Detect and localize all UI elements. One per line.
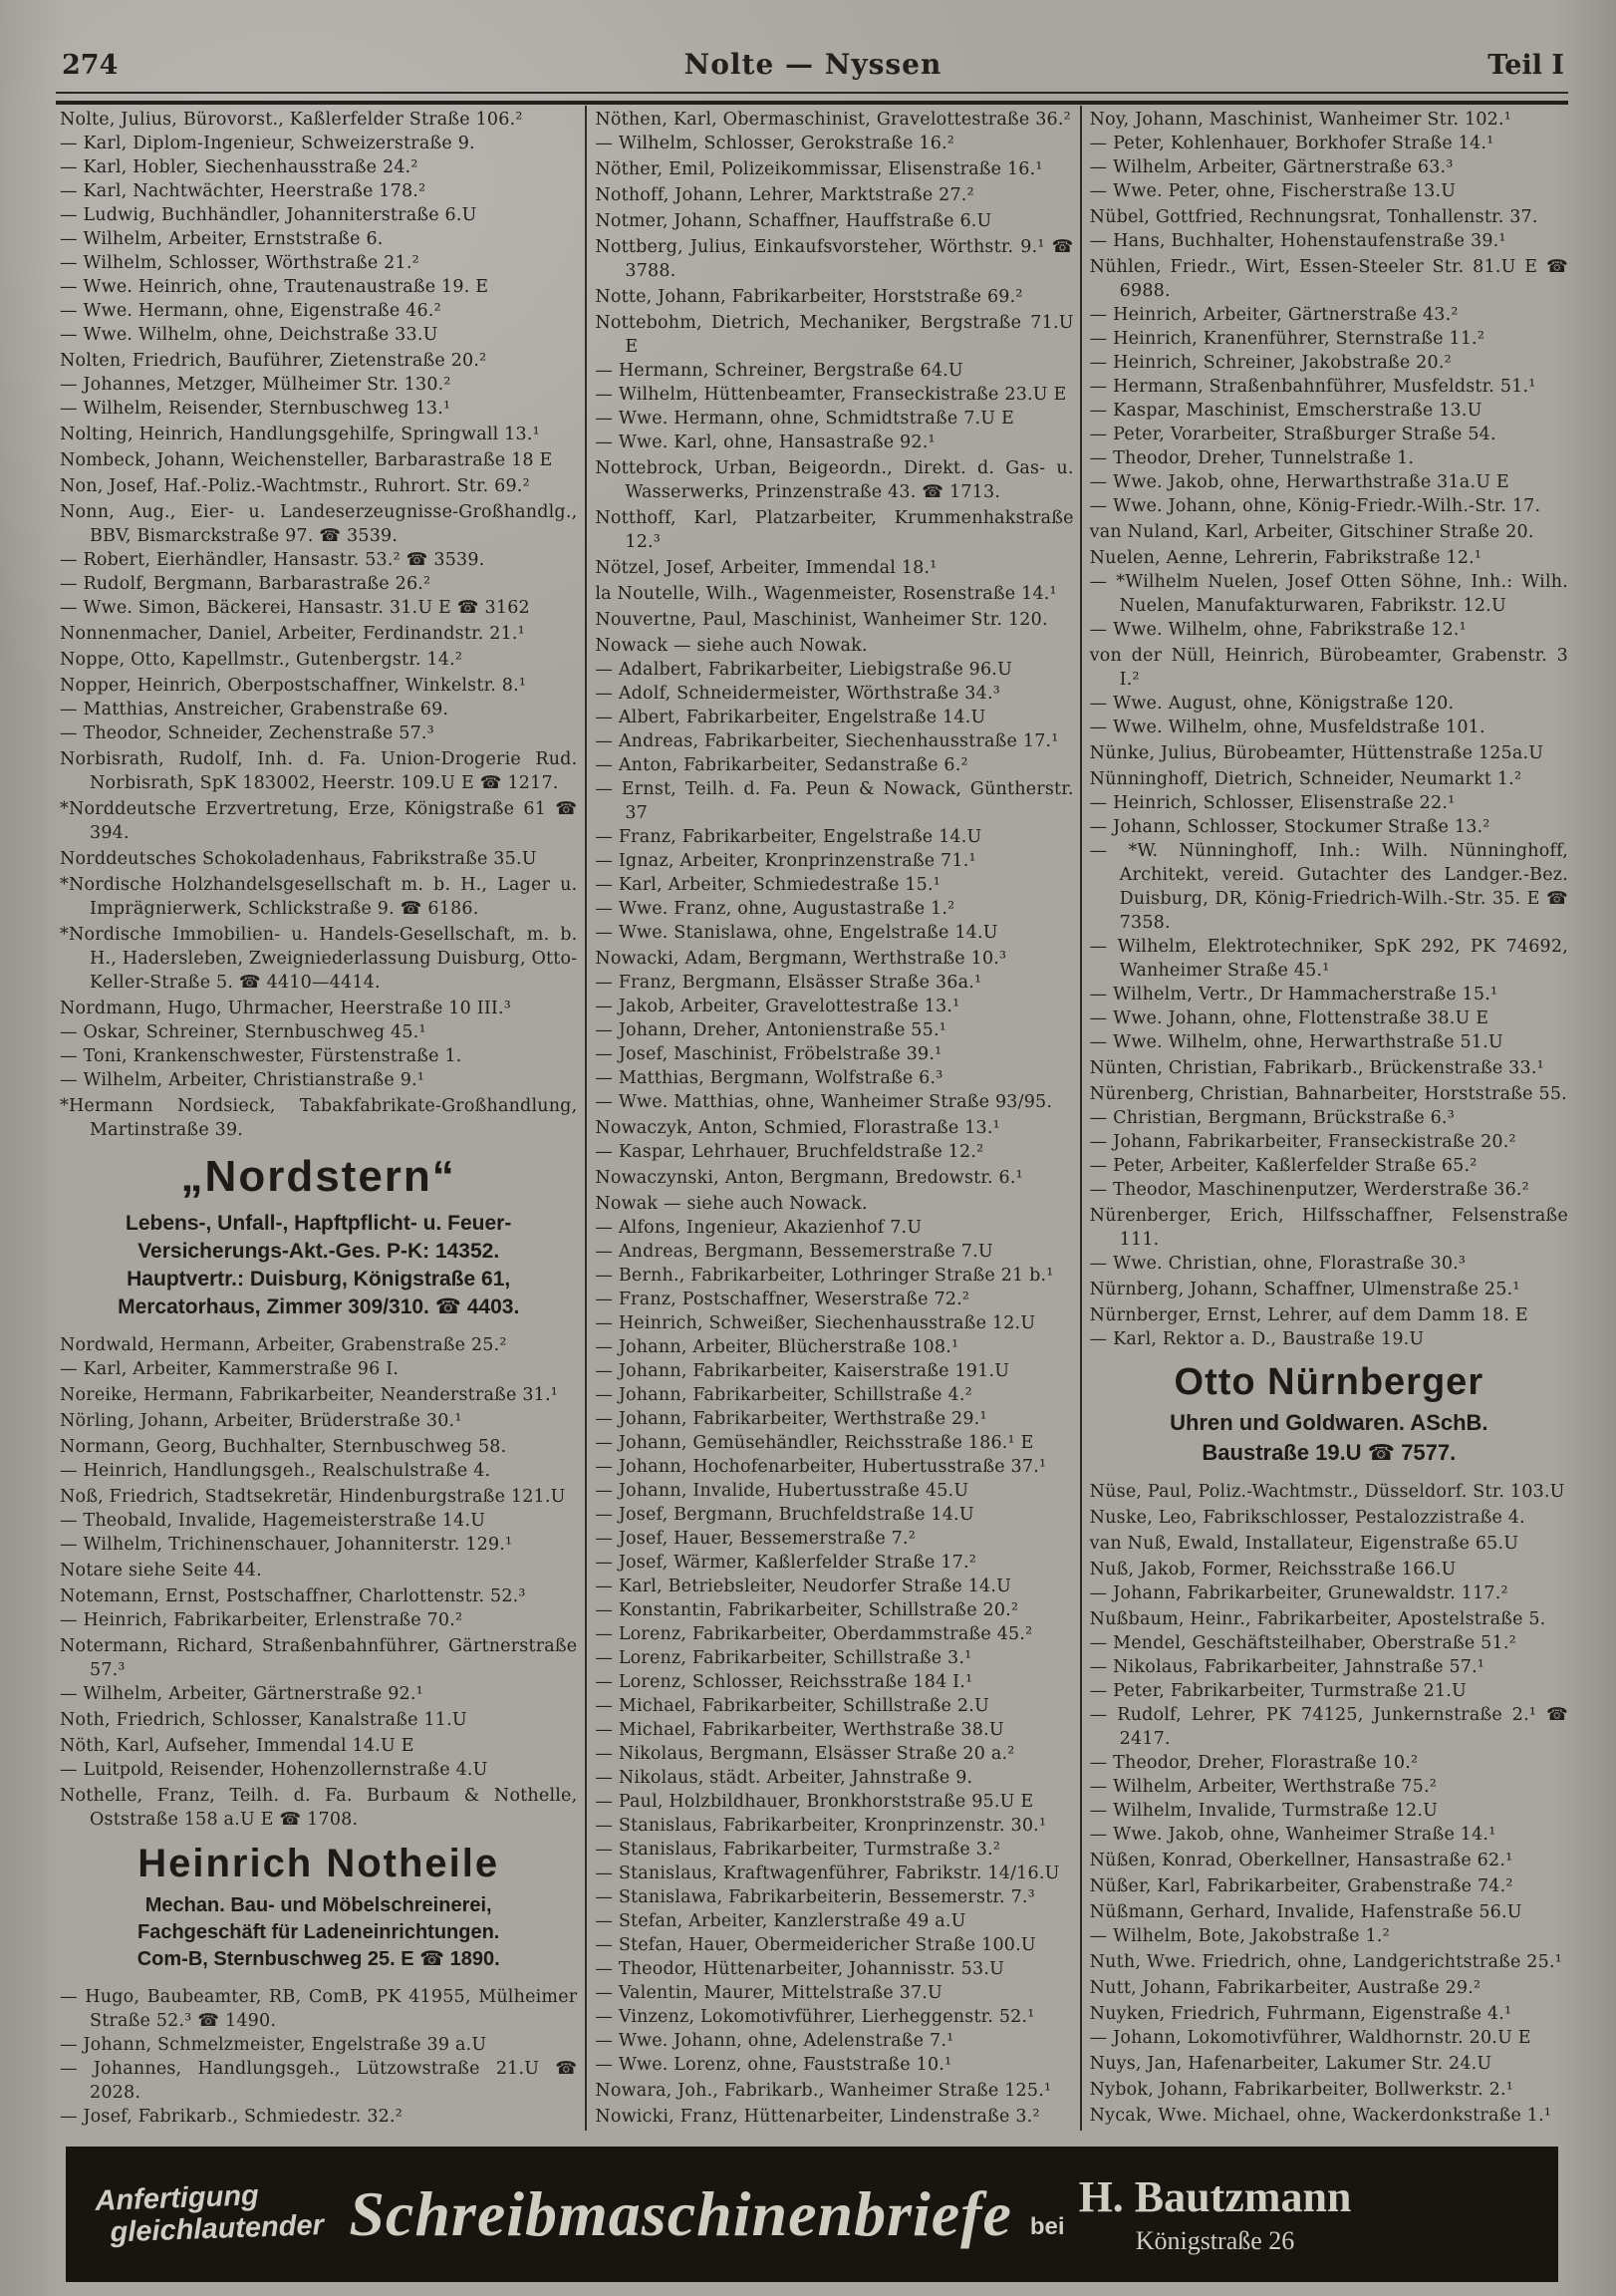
directory-entry: — Stanislawa, Fabrikarbeiterin, Bessemerstr. 7.³ — [595, 1887, 1035, 1907]
directory-entry: — Heinrich, Kranenführer, Sternstraße 11.² — [1089, 329, 1485, 349]
directory-entry: — *W. Nünninghoff, Inh.: Wilh. Nünninghoff, Architekt, vereid. Gutachter des Landger.-Bez. Duisburg, DR, König-Friedrich-Wilh.-Str. 35. E ☎ 7358. — [1089, 841, 1568, 933]
directory-entry: — Stanislaus, Kraftwagenführer, Fabrikstr. 14/16.U — [595, 1864, 1060, 1883]
directory-entry: — Wwe. Jakob, ohne, Herwarthstraße 31a.U E — [1089, 472, 1509, 492]
directory-entry: — Valentin, Maurer, Mittelstraße 37.U — [595, 1983, 943, 2003]
ad-nordstern — [64, 1152, 573, 1321]
directory-entry: Notemann, Ernst, Postschaffner, Charlottenstr. 52.³ — [60, 1586, 526, 1606]
directory-entry: Nünke, Julius, Bürobeamter, Hüttenstraße 125a.U — [1089, 743, 1544, 763]
directory-entry: — Wilhelm, Reisender, Sternbuschweg 13.¹ — [60, 399, 451, 419]
directory-entry: — Wilhelm, Bote, Jakobstraße 1.² — [1089, 1926, 1390, 1946]
directory-entry: — Ernst, Teilh. d. Fa. Peun & Nowack, Güntherstr. 37 — [595, 779, 1074, 823]
directory-entry: van Nuland, Karl, Arbeiter, Gitschiner Straße 20. — [1089, 522, 1534, 542]
directory-entry: Nuske, Leo, Fabrikschlosser, Pestalozzistraße 4. — [1089, 1508, 1525, 1528]
directory-entry: — Nikolaus, städt. Arbeiter, Jahnstraße 9. — [595, 1768, 973, 1788]
directory-entry: — Wilhelm, Arbeiter, Christianstraße 9.¹ — [60, 1070, 425, 1090]
directory-entry: Nonnenmacher, Daniel, Arbeiter, Ferdinandstr. 21.¹ — [60, 624, 525, 644]
ad-line: Mechan. Bau- und Möbelschreinerei, — [144, 1894, 492, 1916]
directory-entry: — Johannes, Metzger, Mülheimer Str. 130.² — [60, 375, 451, 395]
directory-entry: — Wilhelm, Elektrotechniker, SpK 292, PK 74692, Wanheimer Straße 45.¹ — [1089, 937, 1568, 981]
ad-title: „Nordstern“ — [180, 1152, 456, 1201]
directory-entry: Noppe, Otto, Kapellmstr., Gutenbergstr. 14.² — [60, 650, 463, 670]
directory-entry: — Ludwig, Buchhändler, Johanniterstraße 6.U — [60, 205, 477, 225]
directory-entry: Non, Josef, Haf.-Poliz.-Wachtmstr., Ruhrort. Str. 69.² — [60, 476, 530, 496]
directory-entry: — Wilhelm, Vertr., Dr Hammacherstraße 15.¹ — [1089, 985, 1498, 1004]
directory-entry: — Josef, Bergmann, Bruchfeldstraße 14.U — [595, 1505, 974, 1525]
directory-entry: — Wwe. Matthias, ohne, Wanheimer Straße 93/95. — [595, 1092, 1053, 1112]
directory-entry: — Kaspar, Maschinist, Emscherstraße 13.U — [1089, 401, 1482, 421]
column-1 — [60, 106, 585, 2131]
directory-entry: — Johann, Schlosser, Stockumer Straße 13.² — [1089, 817, 1490, 837]
directory-entry: — Heinrich, Schlosser, Elisenstraße 22.¹ — [1089, 793, 1456, 813]
directory-entry: — Wwe. Hermann, ohne, Eigenstraße 46.² — [60, 301, 441, 321]
directory-entry: — Christian, Bergmann, Brückstraße 6.³ — [1089, 1108, 1455, 1128]
banner-line-2: gleichlautender — [110, 2209, 325, 2249]
directory-entry: Nothelle, Franz, Teilh. d. Fa. Burbaum & Nothelle, Oststraße 158 a.U E ☎ 1708. — [60, 1786, 578, 1830]
directory-entry: — Vinzenz, Lokomotivführer, Lierheggenstr. 52.¹ — [595, 2007, 1035, 2027]
directory-entry: — Wwe. Wilhelm, ohne, Herwarthstraße 51.U — [1089, 1032, 1503, 1052]
column-2 — [585, 106, 1079, 2131]
directory-entry: *Nordische Immobilien- u. Handels-Gesellschaft, m. b. H., Hadersleben, Zweigniederlassung Duisburg, Otto-Keller-Straße 5. ☎ 4410—4414. — [60, 925, 578, 993]
directory-entry: — Franz, Fabrikarbeiter, Engelstraße 14.U — [595, 827, 982, 847]
directory-entry: — Karl, Diplom-Ingenieur, Schweizerstraße 9. — [60, 134, 475, 153]
directory-entry: Nowack — siehe auch Nowak. — [595, 636, 868, 656]
part-label: Teil I — [1487, 50, 1564, 81]
directory-entry: Notte, Johann, Fabrikarbeiter, Horststraße 69.² — [595, 287, 1023, 307]
directory-entry: — Toni, Krankenschwester, Fürstenstraße 1. — [60, 1046, 462, 1066]
directory-entry: Nowaczynski, Anton, Bergmann, Bredowstr. 6.¹ — [595, 1168, 1023, 1188]
directory-entry: — Hans, Buchhalter, Hohenstaufenstraße 39.¹ — [1089, 231, 1506, 251]
directory-entry: — Theobald, Invalide, Hagemeisterstraße 14.U — [60, 1511, 486, 1531]
directory-entry: — Franz, Bergmann, Elsässer Straße 36a.¹ — [595, 973, 982, 993]
ad-line: Fachgeschäft für Ladeneinrichtungen. — [136, 1921, 500, 1943]
directory-entry: — Konstantin, Fabrikarbeiter, Schillstraße 20.² — [595, 1600, 1019, 1620]
directory-entry: — Wilhelm, Arbeiter, Gärtnerstraße 92.¹ — [60, 1684, 423, 1704]
directory-entry: Nowak — siehe auch Nowack. — [595, 1194, 868, 1214]
directory-entry: — Anton, Fabrikarbeiter, Sedanstraße 6.² — [595, 755, 968, 775]
directory-entry: Nuß, Jakob, Former, Reichsstraße 166.U — [1089, 1560, 1457, 1579]
directory-entry: — Wwe. August, ohne, Königstraße 120. — [1089, 694, 1455, 714]
directory-entry: — Theodor, Dreher, Florastraße 10.² — [1089, 1753, 1419, 1773]
directory-entry: — Kaspar, Lehrhauer, Bruchfeldstraße 12.² — [595, 1142, 984, 1162]
banner-line-1: Anfertigung — [94, 2179, 260, 2218]
directory-entry: *Hermann Nordsieck, Tabakfabrikate-Großhandlung, Martinstraße 39. — [60, 1096, 578, 1140]
directory-entry: — Michael, Fabrikarbeiter, Schillstraße 2.U — [595, 1696, 989, 1716]
directory-entry: — Wilhelm, Invalide, Turmstraße 12.U — [1089, 1801, 1439, 1821]
directory-entry: Nünten, Christian, Fabrikarb., Brückenstraße 33.¹ — [1089, 1058, 1544, 1078]
directory-entry: — Robert, Eierhändler, Hansastr. 53.² ☎ 3539. — [60, 550, 485, 570]
directory-entry: — Stefan, Hauer, Obermeidericher Straße 100.U — [595, 1935, 1036, 1955]
directory-entry: Nottberg, Julius, Einkaufsvorsteher, Wörthstr. 9.¹ ☎ 3788. — [595, 237, 1074, 281]
directory-entry: — Wilhelm, Trichinenschauer, Johanniterstr. 129.¹ — [60, 1535, 513, 1555]
banner-company-block — [1079, 2172, 1352, 2256]
directory-entry: — Wilhelm, Arbeiter, Ernststraße 6. — [60, 229, 384, 249]
banner-bei: bei — [1029, 2213, 1065, 2240]
directory-entry: — Wwe. Jakob, ohne, Wanheimer Straße 14.¹ — [1089, 1825, 1496, 1845]
directory-entry: — Wwe. Johann, ohne, Flottenstraße 38.U E — [1089, 1008, 1489, 1028]
directory-entry: Nöthen, Karl, Obermaschinist, Gravelottestraße 36.² — [595, 110, 1071, 130]
banner-product: Schreibmaschinenbriefe — [349, 2178, 1012, 2249]
directory-entry: Nordwald, Hermann, Arbeiter, Grabenstraße 25.² — [60, 1335, 507, 1355]
directory-entry: — Johann, Schmelzmeister, Engelstraße 39 a.U — [60, 2035, 487, 2055]
directory-entry: — Matthias, Anstreicher, Grabenstraße 69. — [60, 700, 449, 719]
directory-entry: Notare siehe Seite 44. — [60, 1561, 262, 1580]
directory-entry: Nürenberg, Christian, Bahnarbeiter, Horststraße 55. — [1089, 1084, 1567, 1104]
directory-entry: Nürnberg, Johann, Schaffner, Ulmenstraße 25.¹ — [1089, 1280, 1520, 1299]
ad-line: Com-B, Sternbuschweg 25. E ☎ 1890. — [136, 1948, 500, 1970]
ad-title: Otto Nürnberger — [1174, 1361, 1484, 1403]
directory-entry: — Johann, Fabrikarbeiter, Grunewaldstr. 117.² — [1089, 1583, 1508, 1603]
directory-entry: — Stanislaus, Fabrikarbeiter, Turmstraße 3.² — [595, 1840, 1001, 1860]
ad-nuernberger — [1094, 1361, 1564, 1468]
directory-entry: — Wwe. Hermann, ohne, Schmidtstraße 7.U E — [595, 409, 1014, 429]
ad-title: Heinrich Notheile — [137, 1842, 500, 1885]
directory-entry: Nutt, Johann, Fabrikarbeiter, Austraße 29.² — [1089, 1978, 1481, 1998]
directory-entry: — Peter, Arbeiter, Kaßlerfelder Straße 65.² — [1089, 1156, 1478, 1176]
ad-notheile — [64, 1842, 573, 1973]
directory-entry — [595, 2129, 1073, 2131]
directory-entry: Noth, Friedrich, Schlosser, Kanalstraße 11.U — [60, 1710, 467, 1730]
directory-entry: Nürenberger, Erich, Hilfsschaffner, Felsenstraße 111. — [1089, 1206, 1568, 1250]
directory-entry: Nußbaum, Heinr., Fabrikarbeiter, Apostelstraße 5. — [1089, 1609, 1546, 1629]
directory-entry: Nuys, Jan, Hafenarbeiter, Lakumer Str. 24.U — [1089, 2054, 1492, 2074]
directory-entry: — Adalbert, Fabrikarbeiter, Liebigstraße 96.U — [595, 660, 1013, 680]
directory-entry: — Johannes, Handlungsgeh., Lützowstraße 21.U ☎ 2028. — [60, 2059, 578, 2103]
directory-entry: — Heinrich, Schreiner, Jakobstraße 20.² — [1089, 353, 1452, 373]
directory-entry: — Josef, Wärmer, Kaßlerfelder Straße 17.² — [595, 1553, 976, 1573]
directory-entry: — Rudolf, Bergmann, Barbarastraße 26.² — [60, 574, 431, 594]
directory-entry: von der Nüll, Heinrich, Bürobeamter, Grabenstr. 3 I.² — [1089, 646, 1568, 690]
ad-line: Hauptvertr.: Duisburg, Königstraße 61, — [127, 1268, 511, 1291]
directory-entry: Noy, Johann, Maschinist, Wanheimer Str. 102.¹ — [1089, 110, 1511, 130]
directory-entry: Notthoff, Karl, Platzarbeiter, Krummenhakstraße 12.³ — [595, 508, 1074, 552]
directory-entry: — Wilhelm, Arbeiter, Gärtnerstraße 63.³ — [1089, 157, 1454, 177]
directory-entry: — Wwe. Wilhelm, ohne, Musfeldstraße 101. — [1089, 718, 1485, 737]
directory-entry: Nolting, Heinrich, Handlungsgehilfe, Springwall 13.¹ — [60, 425, 540, 444]
directory-entry: — Johann, Invalide, Hubertusstraße 45.U — [595, 1481, 969, 1501]
directory-entry: — Jakob, Arbeiter, Gravelottestraße 13.¹ — [595, 997, 960, 1016]
directory-entry: Norbisrath, Rudolf, Inh. d. Fa. Union-Drogerie Rud. Norbisrath, SpK 183002, Heerstr. 109.U E ☎ 1217. — [60, 749, 578, 793]
directory-entry: Noreike, Hermann, Fabrikarbeiter, Neanderstraße 31.¹ — [60, 1385, 558, 1405]
directory-entry: — Wilhelm, Hüttenbeamter, Franseckistraße 23.U E — [595, 385, 1067, 405]
directory-entry: — Johann, Hochofenarbeiter, Hubertusstraße 37.¹ — [595, 1457, 1047, 1477]
directory-columns — [60, 106, 1568, 2131]
directory-entry: Notermann, Richard, Straßenbahnführer, Gärtnerstraße 57.³ — [60, 1636, 578, 1680]
directory-entry: Nonn, Aug., Eier- u. Landeserzeugnisse-Großhandlg., BBV, Bismarckstraße 97. ☎ 3539. — [60, 502, 578, 546]
directory-entry: — Paul, Holzbildhauer, Bronkhorststraße 95.U E — [595, 1792, 1034, 1812]
directory-entry: — Lorenz, Fabrikarbeiter, Schillstraße 3.¹ — [595, 1648, 972, 1668]
directory-entry: — Johann, Fabrikarbeiter, Schillstraße 4.² — [595, 1385, 972, 1405]
directory-entry: Nöther, Emil, Polizeikommissar, Elisenstraße 16.¹ — [595, 159, 1043, 179]
directory-entry: Nüßmann, Gerhard, Invalide, Hafenstraße 56.U — [1089, 1902, 1522, 1922]
directory-entry: — Wwe. Wilhelm, ohne, Deichstraße 33.U — [60, 325, 438, 345]
directory-entry: — Alfons, Ingenieur, Akazienhof 7.U — [595, 1218, 923, 1238]
directory-entry: — Andreas, Bergmann, Bessemerstraße 7.U — [595, 1242, 993, 1262]
directory-entry: — Wwe. Karl, ohne, Hansastraße 92.¹ — [595, 432, 936, 452]
directory-entry: Nüse, Paul, Poliz.-Wachtmstr., Düsseldorf. Str. 103.U — [1089, 1482, 1565, 1502]
directory-entry: — Matthias, Bergmann, Wolfstraße 6.³ — [595, 1068, 943, 1088]
directory-entry: — Oskar, Schreiner, Sternbuschweg 45.¹ — [60, 1022, 426, 1042]
directory-entry: — Heinrich, Schweißer, Siechenhausstraße 12.U — [595, 1313, 1036, 1333]
directory-entry: — Theodor, Hüttenarbeiter, Johannisstr. 53.U — [595, 1959, 1005, 1979]
directory-entry: — Wwe. Johann, ohne, König-Friedr.-Wilh.-Str. 17. — [1089, 496, 1541, 516]
directory-entry: — Wwe. Peter, ohne, Fischerstraße 13.U — [1089, 181, 1457, 201]
directory-entry: Nuyken, Friedrich, Fuhrmann, Eigenstraße 4.¹ — [1089, 2004, 1512, 2024]
directory-entry: Nycak, Wwe. Michael, ohne, Wackerdonkstraße 1.¹ — [1089, 2106, 1552, 2126]
directory-entry: — Johann, Gemüsehändler, Reichsstraße 186.¹ E — [595, 1433, 1034, 1453]
directory-entry: Nybok, Johann, Fabrikarbeiter, Bollwerkstr. 2.¹ — [1089, 2080, 1513, 2100]
directory-entry: — Rudolf, Lehrer, PK 74125, Junkernstraße 2.¹ ☎ 2417. — [1089, 1705, 1568, 1749]
directory-entry: Nowicki, Franz, Hüttenarbeiter, Lindenstraße 3.² — [595, 2107, 1040, 2127]
directory-entry: Nuelen, Aenne, Lehrerin, Fabrikstraße 12.¹ — [1089, 548, 1482, 568]
directory-entry: Nötzel, Josef, Arbeiter, Immendal 18.¹ — [595, 558, 938, 578]
directory-entry: — Lorenz, Fabrikarbeiter, Oberdammstraße 45.² — [595, 1624, 1033, 1644]
directory-entry: *Nordische Holzhandelsgesellschaft m. b. H., Lager u. Imprägnierwerk, Schlickstraße 9. ☎ 6186. — [60, 875, 578, 919]
directory-entry: — Nikolaus, Fabrikarbeiter, Jahnstraße 57.¹ — [1089, 1657, 1485, 1677]
directory-entry: Nowacki, Adam, Bergmann, Werthstraße 10.³ — [595, 949, 1007, 969]
directory-entry: Nüßen, Konrad, Oberkellner, Hansastraße 62.¹ — [1089, 1851, 1513, 1870]
directory-entry: — Hugo, Baubeamter, RB, ComB, PK 41955, Mülheimer Straße 52.³ ☎ 1490. — [60, 1987, 578, 2031]
directory-entry: — Ignaz, Arbeiter, Kronprinzenstraße 71.¹ — [595, 851, 976, 871]
directory-entry: Nühlen, Friedr., Wirt, Essen-Steeler Str. 81.U E ☎ 6988. — [1089, 257, 1568, 301]
banner-company: H. Bautzmann — [1078, 2171, 1352, 2221]
directory-entry: Nünninghoff, Dietrich, Schneider, Neumarkt 1.² — [1089, 769, 1522, 789]
directory-entry: Norddeutsches Schokoladenhaus, Fabrikstraße 35.U — [60, 849, 537, 869]
directory-entry: — Wilhelm, Arbeiter, Werthstraße 75.² — [1089, 1777, 1437, 1797]
directory-entry: — Wilhelm, Schlosser, Gerokstraße 16.² — [595, 134, 955, 153]
ad-line: Versicherungs-Akt.-Ges. P-K: 14352. — [137, 1240, 500, 1263]
directory-entry: Nörling, Johann, Arbeiter, Brüderstraße 30.¹ — [60, 1411, 462, 1431]
ad-line: Mercatorhaus, Zimmer 309/310. ☎ 4403. — [118, 1295, 520, 1318]
directory-entry: — Josef, Maschinist, Fröbelstraße 39.¹ — [595, 1044, 943, 1064]
directory-entry: — Theodor, Dreher, Tunnelstraße 1. — [1089, 448, 1415, 468]
directory-entry: — Johann, Dreher, Antonienstraße 55.¹ — [595, 1020, 946, 1040]
directory-entry: — Hermann, Straßenbahnführer, Musfeldstr. 51.¹ — [1089, 377, 1536, 397]
directory-entry: — Luitpold, Reisender, Hohenzollernstraße 4.U — [60, 1760, 488, 1780]
directory-entry: — Heinrich, Handlungsgeh., Realschulstraße 4. — [60, 1461, 491, 1481]
directory-entry: — Wwe. Wilhelm, ohne, Fabrikstraße 12.¹ — [1089, 620, 1467, 640]
directory-entry: — Stefan, Arbeiter, Kanzlerstraße 49 a.U — [595, 1911, 966, 1931]
directory-entry: — Johann, Arbeiter, Blücherstraße 108.¹ — [595, 1337, 959, 1357]
directory-entry: — Theodor, Maschinenputzer, Werderstraße 36.² — [1089, 1180, 1529, 1200]
directory-entry: Nowara, Joh., Fabrikarb., Wanheimer Straße 125.¹ — [595, 2081, 1052, 2101]
directory-entry: — Adolf, Schneidermeister, Wörthstraße 34.³ — [595, 684, 1000, 704]
directory-entry: Nouvertne, Paul, Maschinist, Wanheimer Str. 120. — [595, 610, 1048, 630]
directory-entry: — Heinrich, Fabrikarbeiter, Erlenstraße 70.² — [60, 1610, 463, 1630]
header-rule — [56, 92, 1568, 105]
directory-entry: Nübel, Gottfried, Rechnungsrat, Tonhallenstr. 37. — [1089, 207, 1538, 227]
directory-entry: van Nuß, Ewald, Installateur, Eigenstraße 65.U — [1089, 1534, 1519, 1554]
directory-entry: — Wwe. Stanislawa, ohne, Engelstraße 14.U — [595, 923, 998, 943]
banner-street: Königstraße 26 — [1135, 2226, 1295, 2256]
directory-entry: — Stanislaus, Fabrikarbeiter, Kronprinzenstr. 30.¹ — [595, 1816, 1047, 1836]
directory-entry: — Josef, Fabrikarb., Schmiedestr. 32.² — [60, 2107, 403, 2127]
directory-entry: Nothoff, Johann, Lehrer, Marktstraße 27.² — [595, 185, 974, 205]
ad-line: Lebens-, Unfall-, Hapftpflicht- u. Feuer- — [126, 1212, 512, 1235]
directory-entry: — Wwe. Simon, Bäckerei, Hansastr. 31.U E ☎ 3162 — [60, 598, 530, 618]
page-title: Nolte — Nyssen — [683, 48, 943, 81]
directory-entry: — Lorenz, Schlosser, Reichsstraße 184 I.¹ — [595, 1672, 973, 1692]
directory-entry: — Wwe. Lorenz, ohne, Fauststraße 10.¹ — [595, 2055, 952, 2075]
directory-entry: — Peter, Fabrikarbeiter, Turmstraße 21.U — [1089, 1681, 1468, 1701]
directory-entry: Nopper, Heinrich, Oberpostschaffner, Winkelstr. 8.¹ — [60, 676, 527, 696]
directory-entry: — Karl, Hobler, Siechenhausstraße 24.² — [60, 157, 418, 177]
page-number: 274 — [62, 50, 119, 81]
directory-entry: Normann, Georg, Buchhalter, Sternbuschweg 58. — [60, 1437, 507, 1457]
directory-entry: Nottebohm, Dietrich, Mechaniker, Bergstraße 71.U E — [595, 313, 1074, 357]
directory-entry: Nottebrock, Urban, Beigeordn., Direkt. d. Gas- u. Wasserwerks, Prinzenstraße 43. ☎ 1713. — [595, 458, 1074, 502]
directory-entry: — Theodor, Schneider, Zechenstraße 57.³ — [60, 723, 434, 743]
banner-ad — [66, 2147, 1558, 2282]
directory-entry: — Wwe. Heinrich, ohne, Trautenaustraße 19. E — [60, 277, 489, 297]
directory-entry: Noß, Friedrich, Stadtsekretär, Hindenburgstraße 121.U — [60, 1487, 566, 1507]
directory-entry: — Josef, Hauer, Bessemerstraße 7.² — [595, 1529, 916, 1549]
directory-entry: — Peter, Vorarbeiter, Straßburger Straße 54. — [1089, 425, 1496, 444]
directory-entry: Nolte, Julius, Bürovorst., Kaßlerfelder Straße 106.² — [60, 110, 523, 130]
directory-entry: — Heinrich, Arbeiter, Gärtnerstraße 43.² — [1089, 305, 1459, 325]
directory-entry: Nolten, Friedrich, Bauführer, Zietenstraße 20.² — [60, 351, 487, 371]
directory-entry: — Johann, Fabrikarbeiter, Werthstraße 29.¹ — [595, 1409, 987, 1429]
banner-ad-intro — [95, 2178, 324, 2250]
directory-entry: — Wwe. Johann, ohne, Adelenstraße 7.¹ — [595, 2031, 954, 2051]
directory-entry: *Norddeutsche Erzvertretung, Erze, Königstraße 61 ☎ 394. — [60, 799, 578, 843]
directory-entry: — Wilhelm, Schlosser, Wörthstraße 21.² — [60, 253, 419, 273]
directory-entry: — Wwe. Franz, ohne, Augustastraße 1.² — [595, 899, 955, 919]
directory-entry: — Karl, Arbeiter, Schmiedestraße 15.¹ — [595, 875, 941, 895]
directory-entry: — Johann, Lokomotivführer, Waldhornstr. 20.U E — [1089, 2028, 1531, 2048]
ad-line: Baustraße 19.U ☎ 7577. — [1202, 1440, 1457, 1465]
directory-entry: — Michael, Fabrikarbeiter, Werthstraße 38.U — [595, 1720, 1004, 1740]
directory-entry: Nüßer, Karl, Fabrikarbeiter, Grabenstraße 74.² — [1089, 1876, 1513, 1896]
directory-entry: Nürnberger, Ernst, Lehrer, auf dem Damm 18. E — [1089, 1305, 1528, 1325]
directory-entry: Notmer, Johann, Schaffner, Hauffstraße 6.U — [595, 211, 992, 231]
directory-entry: — Karl, Betriebsleiter, Neudorfer Straße 14.U — [595, 1577, 1012, 1596]
directory-entry: — Johann, Fabrikarbeiter, Kaiserstraße 191.U — [595, 1361, 1010, 1381]
ad-line: Uhren und Goldwaren. ASchB. — [1170, 1410, 1488, 1435]
directory-entry — [1090, 2130, 1568, 2131]
directory-entry: la Noutelle, Wilh., Wagenmeister, Rosenstraße 14.¹ — [595, 584, 1057, 604]
directory-entry: Nowaczyk, Anton, Schmied, Florastraße 13.¹ — [595, 1118, 1000, 1138]
directory-entry: — Nikolaus, Bergmann, Elsässer Straße 20 a.² — [595, 1744, 1015, 1764]
directory-entry: — Peter, Kohlenhauer, Borkhofer Straße 14.¹ — [1089, 134, 1494, 153]
directory-entry: — Albert, Fabrikarbeiter, Engelstraße 14.U — [595, 708, 986, 727]
column-3 — [1080, 106, 1568, 2131]
directory-entry: — Karl, Arbeiter, Kammerstraße 96 I. — [60, 1359, 400, 1379]
directory-entry: Nuth, Wwe. Friedrich, ohne, Landgerichtstraße 25.¹ — [1089, 1952, 1562, 1972]
directory-entry: — Karl, Nachtwächter, Heerstraße 178.² — [60, 181, 426, 201]
directory-entry: — Bernh., Fabrikarbeiter, Lothringer Straße 21 b.¹ — [595, 1266, 1054, 1286]
directory-entry: — Wwe. Christian, ohne, Florastraße 30.³ — [1089, 1254, 1467, 1274]
directory-entry: — Andreas, Fabrikarbeiter, Siechenhausstraße 17.¹ — [595, 731, 1059, 751]
directory-entry: Nordmann, Hugo, Uhrmacher, Heerstraße 10 III.³ — [60, 999, 512, 1018]
directory-entry: — Karl, Rektor a. D., Baustraße 19.U — [1089, 1329, 1425, 1349]
directory-entry — [60, 2129, 577, 2131]
directory-entry: Nombeck, Johann, Weichensteller, Barbarastraße 18 E — [60, 450, 553, 470]
directory-entry: — Johann, Fabrikarbeiter, Franseckistraße 20.² — [1089, 1132, 1516, 1152]
directory-entry: — Hermann, Schreiner, Bergstraße 64.U — [595, 361, 963, 381]
directory-entry: Nöth, Karl, Aufseher, Immendal 14.U E — [60, 1736, 414, 1756]
directory-entry: — Franz, Postschaffner, Weserstraße 72.² — [595, 1290, 970, 1309]
page-header — [62, 48, 1564, 88]
directory-entry: — *Wilhelm Nuelen, Josef Otten Söhne, Inh.: Wilh. Nuelen, Manufakturwaren, Fabrikstr. 12.U — [1089, 572, 1568, 616]
directory-entry: — Mendel, Geschäftsteilhaber, Oberstraße 51.² — [1089, 1633, 1516, 1653]
